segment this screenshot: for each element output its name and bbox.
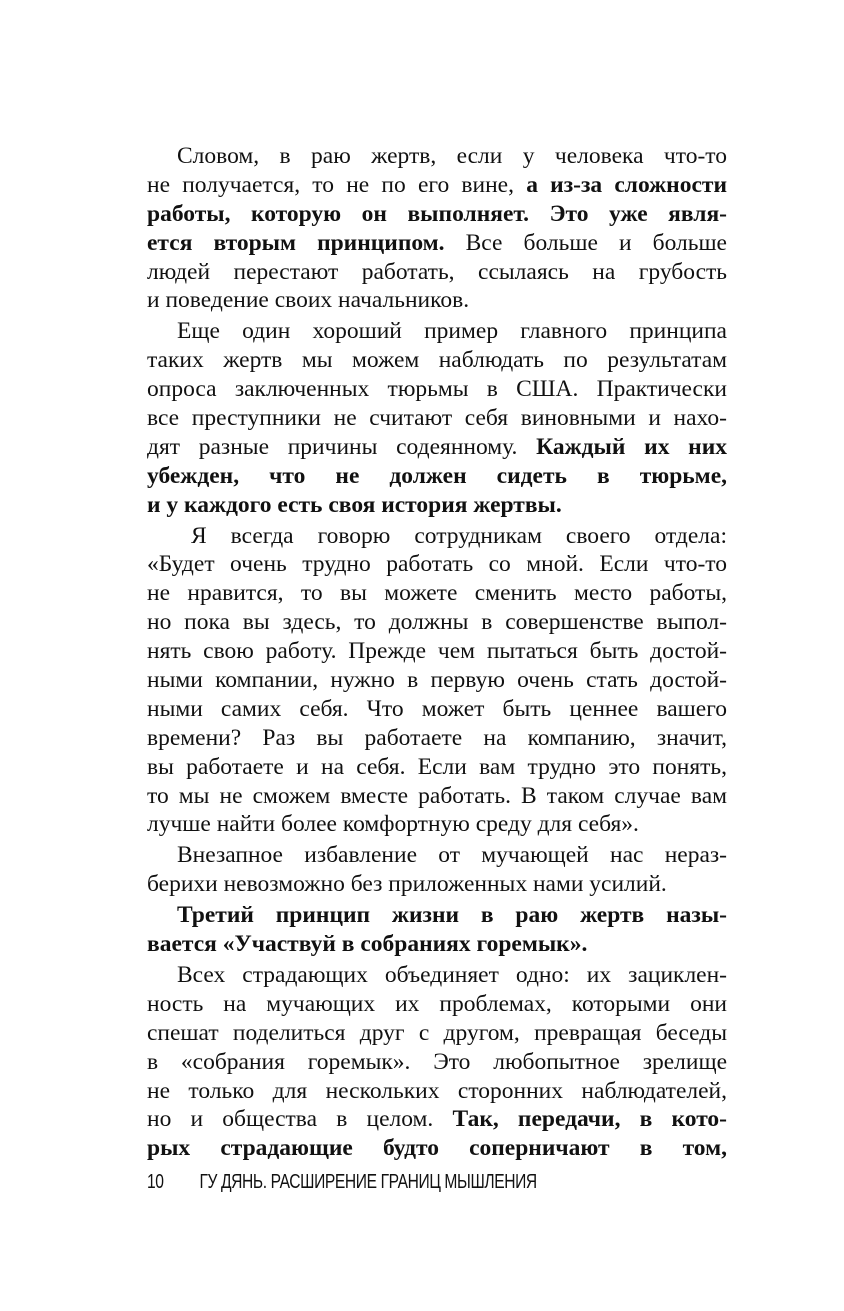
text-line: не нравится, то вы можете сменить место работы, — [147, 580, 727, 607]
text-line: Внезапное избавление от мучающей нас нераз- — [177, 842, 727, 869]
text-line: и поведение своих начальников. — [147, 287, 470, 314]
text-line: людей перестают работать, ссылаясь на грубость — [147, 258, 727, 285]
text-line: ется вторым принципом. Все больше и больше — [147, 229, 727, 256]
paragraph — [147, 142, 727, 315]
paragraph — [147, 961, 727, 1163]
paragraph — [147, 841, 727, 899]
text-line: все преступники не считают себя виновными и нахо- — [147, 405, 727, 432]
text-line: опроса заключенных тюрьмы в США. Практически — [147, 376, 727, 403]
text-line: берихи невозможно без приложенных нами усилий. — [147, 871, 667, 898]
text-line: ными компании, нужно в первую очень стать достой- — [147, 667, 727, 694]
paragraph — [147, 317, 727, 519]
text-line: нять свою работу. Прежде чем пытаться быть достой- — [147, 638, 727, 665]
text-line: вы работаете и на себя. Если вам трудно это понять, — [147, 753, 727, 780]
page-number: 10 — [147, 1171, 164, 1193]
text-line: вается «Участвуй в собраниях горемык». — [147, 931, 588, 958]
text-line: в «собрания горемык». Это любопытное зрелище — [147, 1048, 727, 1075]
text-line: то мы не сможем вместе работать. В таком случае вам — [147, 782, 727, 809]
paragraph — [147, 522, 727, 840]
paragraph — [147, 901, 727, 959]
text-line: лучше найти более комфортную среду для себя». — [147, 811, 639, 838]
text-line: не получается, то не по его вине, а из-за сложности — [147, 171, 727, 198]
text-line: времени? Раз вы работаете на компанию, значит, — [147, 724, 727, 751]
text-line: Еще один хороший пример главного принципа — [177, 318, 727, 345]
text-line: дят разные причины содеянному. Каждый их них — [147, 433, 727, 460]
body-text — [147, 142, 727, 1163]
text-line: Третий принцип жизни в раю жертв назы- — [177, 902, 727, 929]
text-line: таких жертв мы можем наблюдать по результатам — [147, 347, 727, 374]
text-line: Всех страдающих объединяет одно: их зациклен- — [177, 961, 727, 988]
text-line: рых страдающие будто соперничают в том, — [147, 1135, 727, 1162]
text-line: но и общества в целом. Так, передачи, в кото- — [147, 1106, 728, 1133]
running-title: ГУ ДЯНЬ. РАСШИРЕНИЕ ГРАНИЦ МЫШЛЕНИЯ — [199, 1171, 537, 1193]
page-footer — [147, 1171, 537, 1194]
text-line: работы, которую он выполняет. Это уже явля- — [147, 200, 727, 227]
text-line: спешат поделиться друг с другом, превращая беседы — [147, 1019, 727, 1046]
text-line: не только для нескольких сторонних наблюдателей, — [147, 1077, 727, 1104]
text-line: Я всегда говорю сотрудникам своего отдела: — [191, 522, 727, 549]
text-line: и у каждого есть своя история жертвы. — [147, 491, 562, 518]
text-line: «Будет очень трудно работать со мной. Если что-то — [147, 551, 727, 578]
text-line: ность на мучающих их проблемах, которыми они — [147, 990, 727, 1017]
text-line: ными самих себя. Что может быть ценнее вашего — [147, 695, 727, 722]
text-line: убежден, что не должен сидеть в тюрьме, — [147, 462, 727, 489]
text-line: но пока вы здесь, то должны в совершенстве выпол- — [147, 609, 727, 636]
text-line: Словом, в раю жертв, если у человека что-то — [177, 143, 727, 169]
